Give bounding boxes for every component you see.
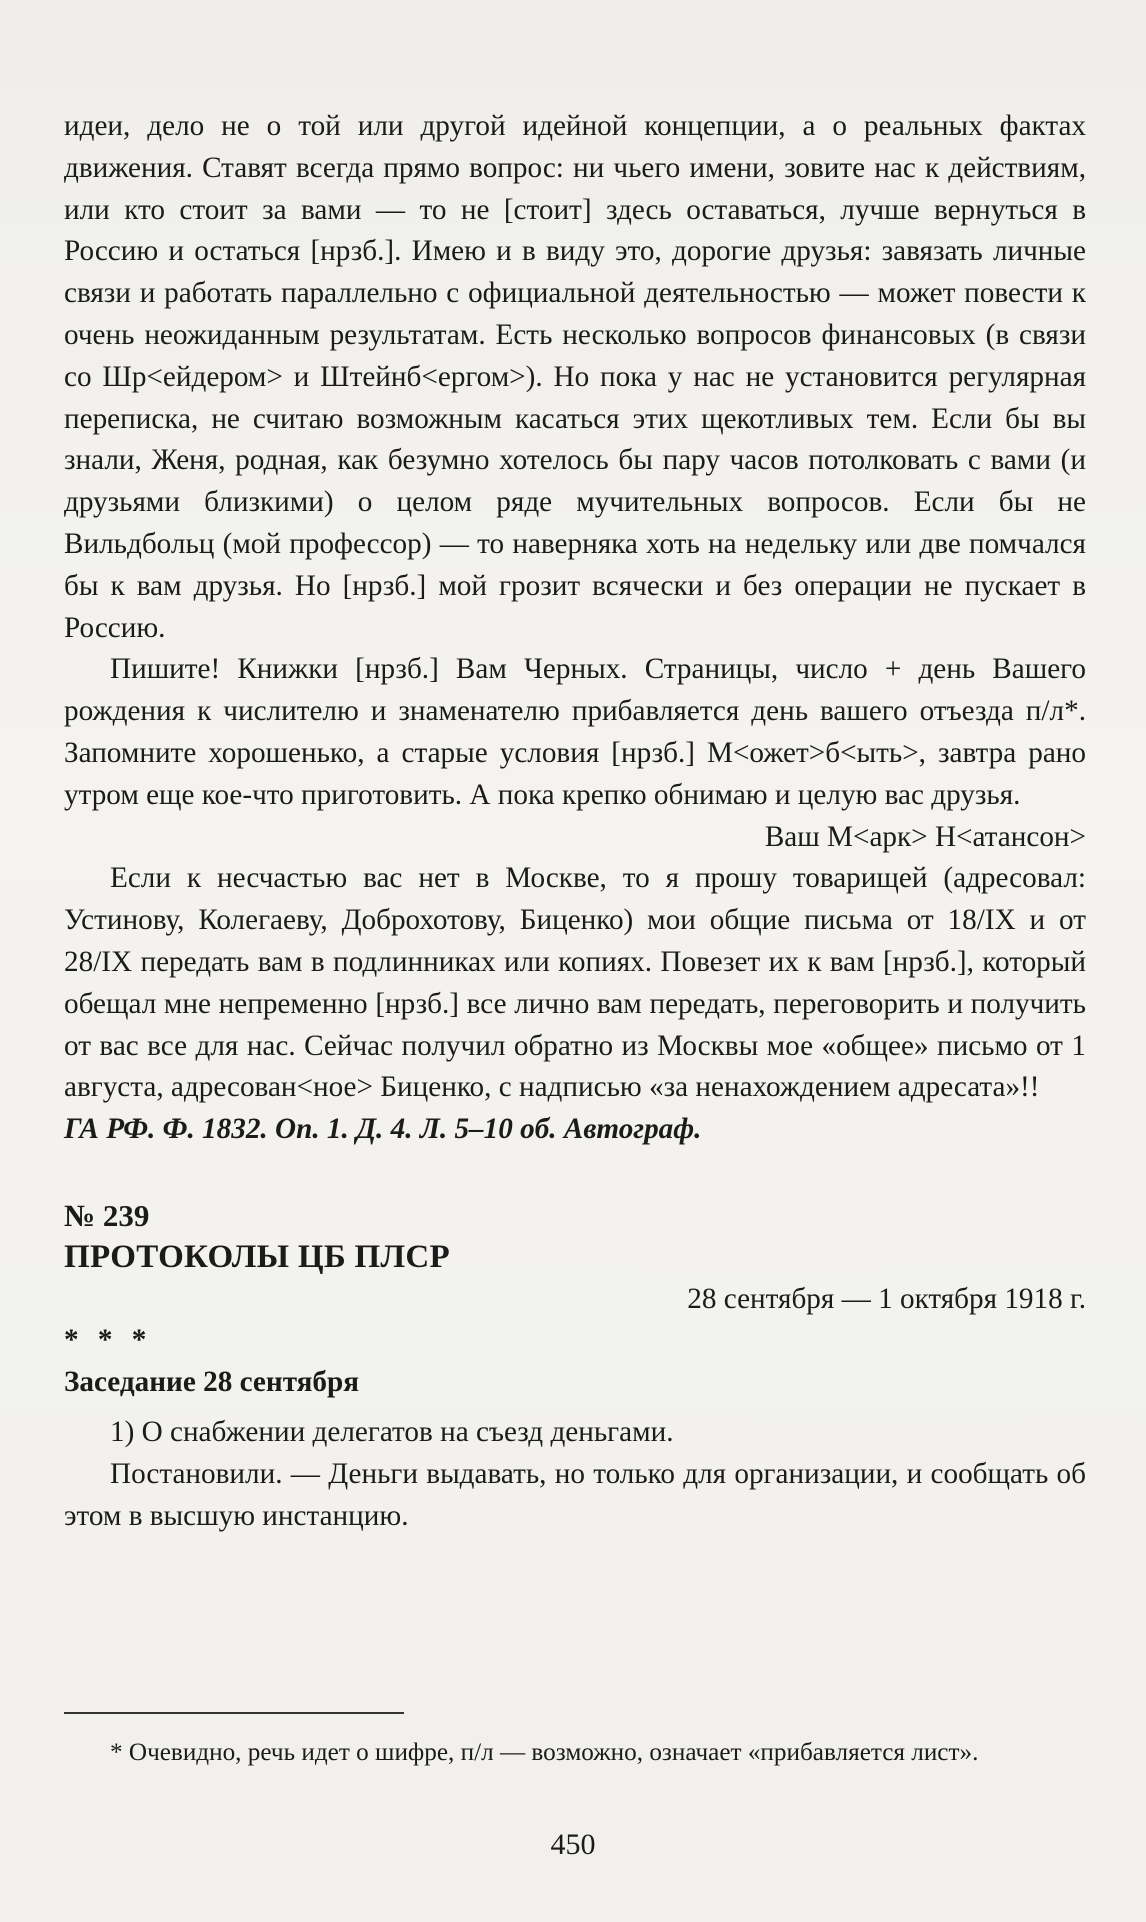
- document-dates: 28 сентября — 1 октября 1918 г.: [687, 1282, 1086, 1315]
- archive-source: ГА РФ. Ф. 1832. Оп. 1. Д. 4. Л. 5–10 об. Автограф.: [64, 1113, 702, 1146]
- section-separator: * * *: [64, 1324, 153, 1357]
- footnote-divider: [64, 1712, 404, 1714]
- resolution: Постановили. — Деньги выдавать, но только для организации, и сообщать об этом в высшую инстанцию.: [64, 1457, 1086, 1532]
- paragraph-continuation: идеи, дело не о той или другой идейной концепции, а о реальных фактах движения. Ставят всегда прямо вопрос: ни чьего имени, зовите нас к действиям, или кто стоит за вами — то не [стоит] здесь оставаться, лучше вернуться в Россию и остаться [нрзб.]. Имею и в виду это, дорогие друзья: завязать личные связи и работать параллельно с официальной деятельностью — может повести к очень неожиданным результатам. Есть несколько вопросов финансовых (в связи со Шр<ейдером> и Штейнб<ергом>). Но пока у нас не установится регулярная переписка, не считаю возможным касаться этих щекотливых тем. Если бы вы знали, Женя, родная, как безумно хотелось бы пару часов потолковать с вами (и друзьями близкими) о целом ряде мучительных вопросов. Если бы не Вильдбольц (мой профессор) — то наверняка хоть на недельку или две помчался бы к вам друзья. Но [нрзб.] мой грозит всячески и без операции не пускает в Россию.: [64, 110, 1086, 644]
- footnote: [64, 1735, 1086, 1771]
- main-text: [64, 106, 1086, 1537]
- session-heading: Заседание 28 сентября: [64, 1366, 360, 1399]
- footnote-text: * Очевидно, речь идет о шифре, п/л — возможно, означает «прибавляется лист».: [110, 1739, 979, 1766]
- page-number: 450: [550, 1828, 596, 1861]
- paragraph-write: Пишите! Книжки [нрзб.] Вам Черных. Страницы, число + день Вашего рождения к числителю и знаменателю прибавляется день вашего отъезда п/л*. Запомните хорошенько, а старые условия [нрзб.] М<ожет>б<ыть>, завтра рано утром еще кое-что приготовить. А пока крепко обнимаю и целую вас друзья.: [64, 653, 1086, 811]
- document-title: ПРОТОКОЛЫ ЦБ ПЛСР: [64, 1238, 451, 1275]
- document-number: № 239: [64, 1197, 150, 1233]
- paragraph-postscript: Если к несчастью вас нет в Москве, то я прошу товарищей (адресовал: Устинову, Колегаеву, Доброхотову, Биценко) мои общие письма от 18/IX и от 28/IX передать вам в подлинниках или копиях. Повезет их к вам [нрзб.], который обещал мне непременно [нрзб.] все лично вам передать, переговорить и получить от вас все для нас. Сейчас получил обратно из Москвы мое «общее» письмо от 1 августа, адресован<ное> Биценко, с надписью «за ненахождением адресата»!!: [64, 862, 1086, 1104]
- agenda-item: 1) О снабжении делегатов на съезд деньгами.: [110, 1415, 674, 1448]
- signature: Ваш М<арк> Н<атансон>: [764, 820, 1086, 853]
